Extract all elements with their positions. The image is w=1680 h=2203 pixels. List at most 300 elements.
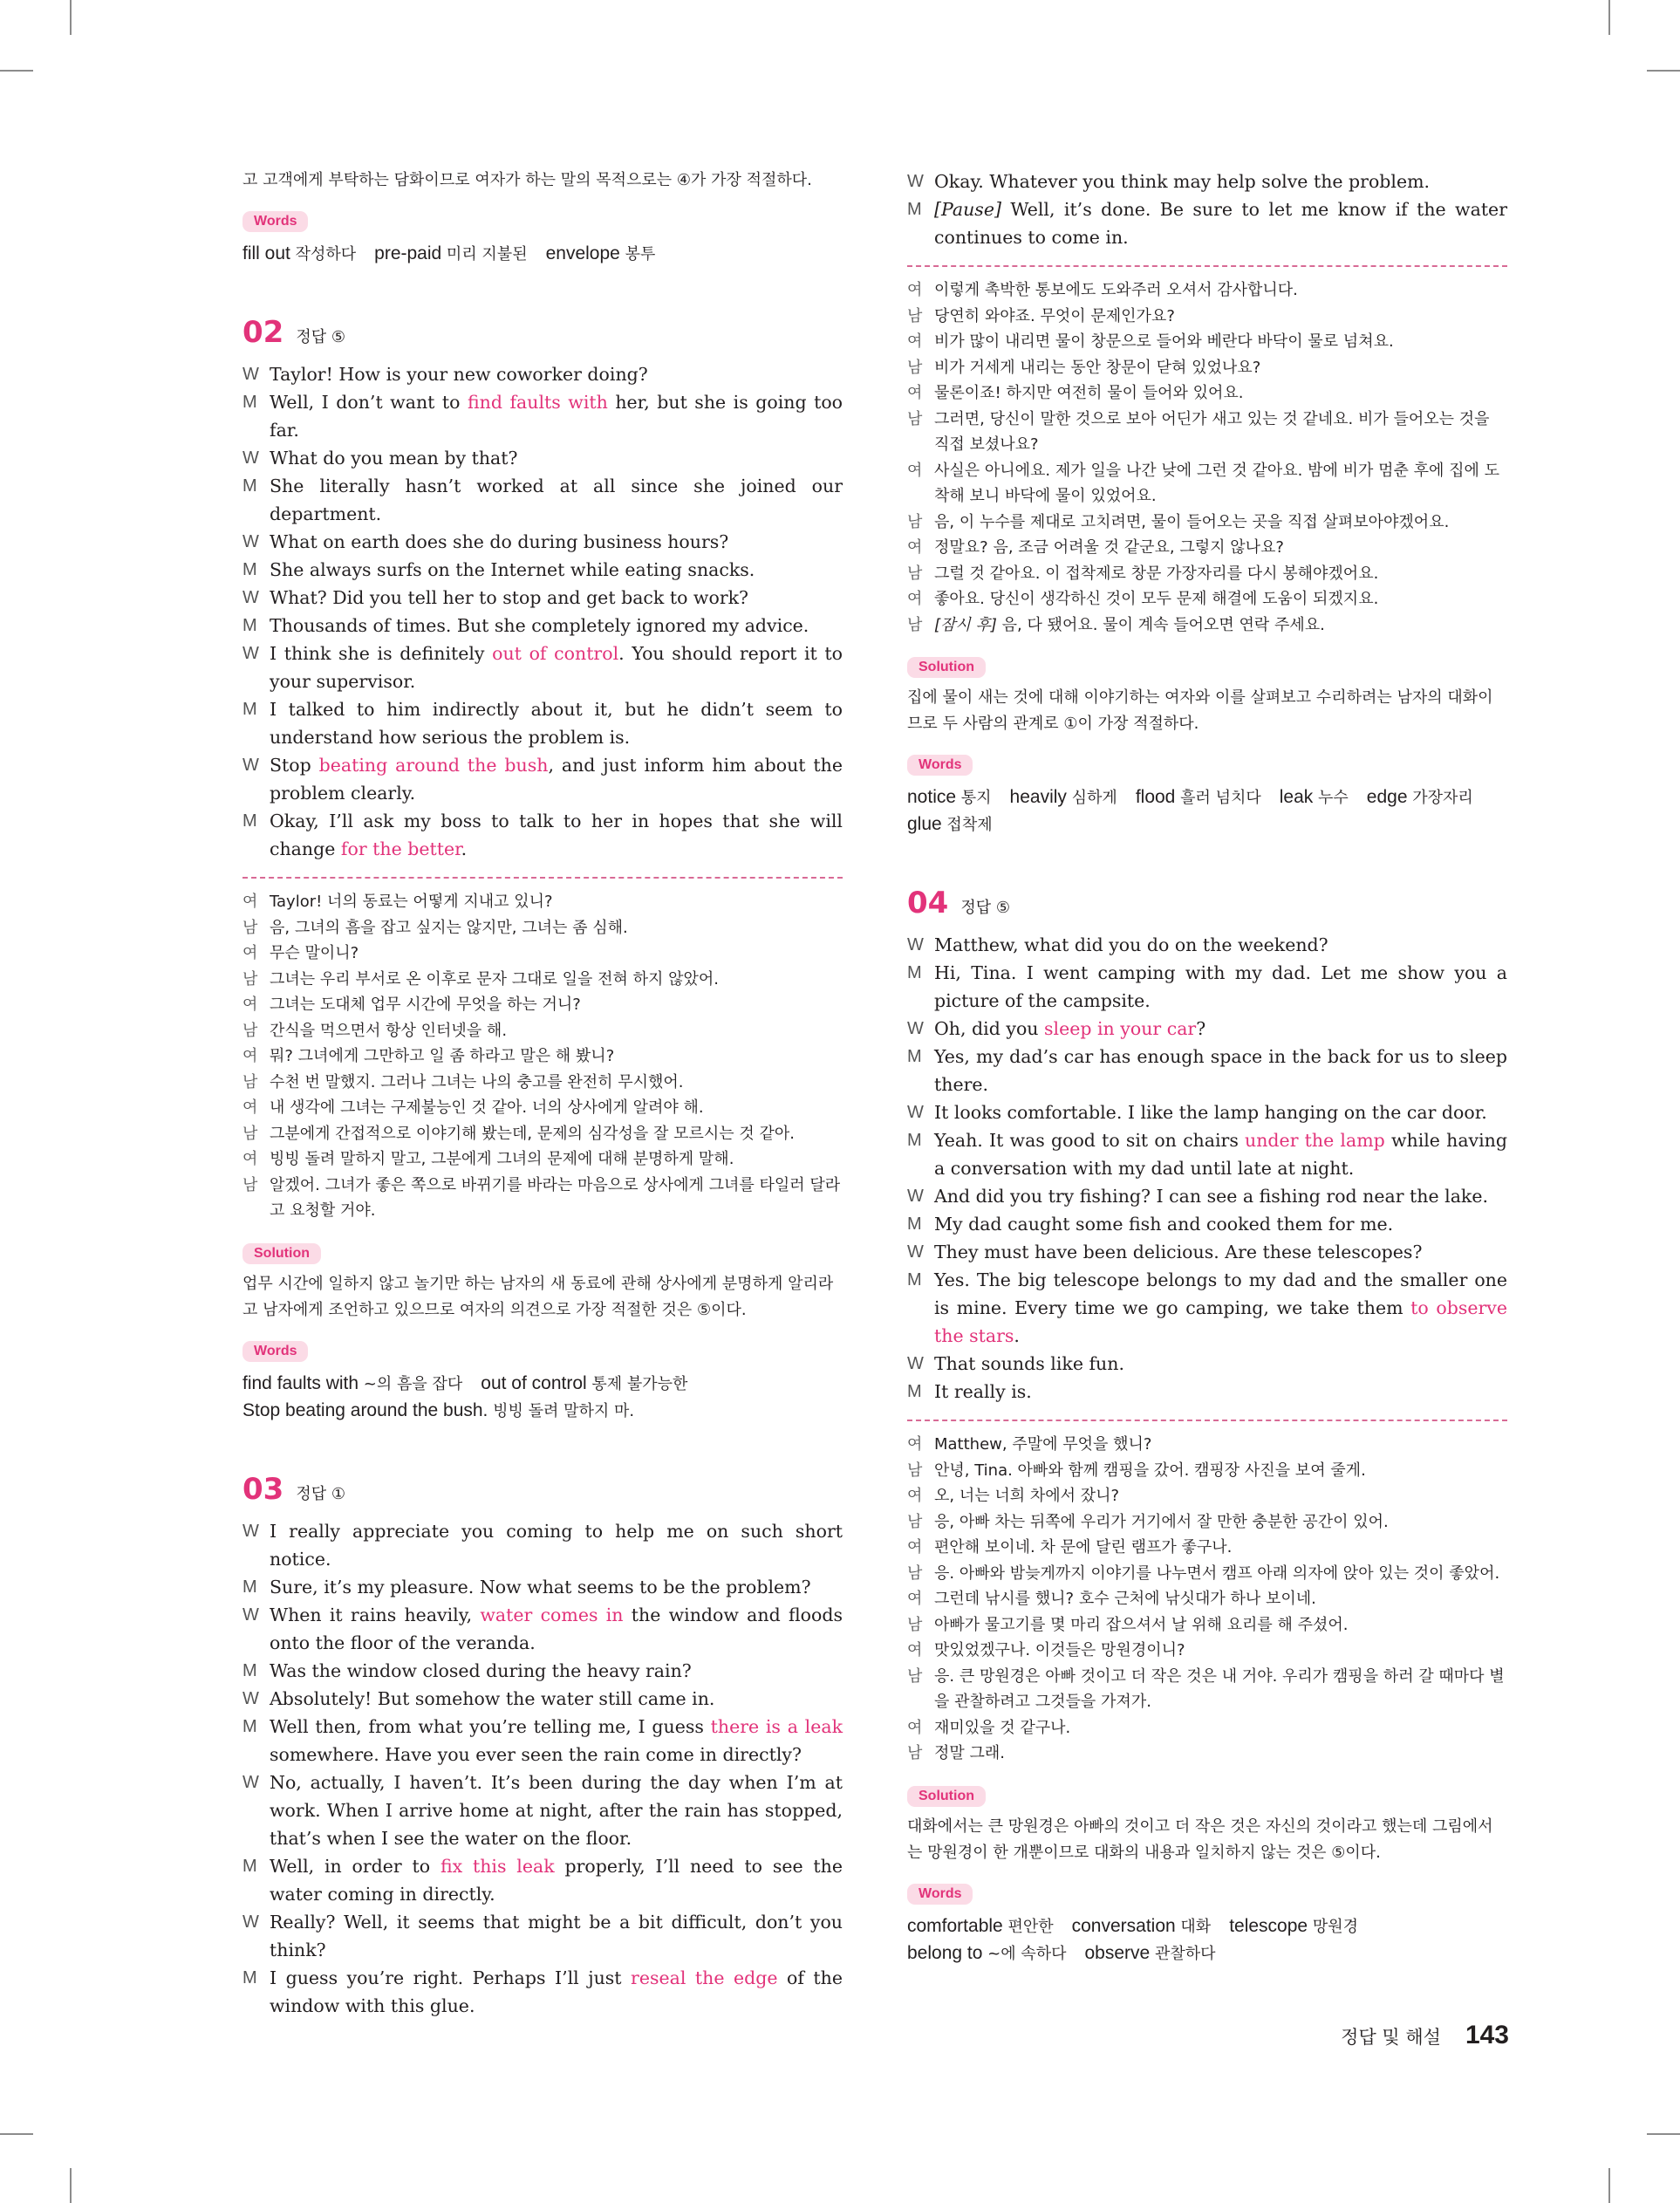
speaker-label: M (242, 616, 257, 635)
dialogue-line (242, 807, 843, 863)
dialogue (907, 931, 1507, 1406)
dialogue-text: What on earth does she do during business hours? (270, 531, 729, 552)
dialogue-text: When it rains heavily, water comes in the window and floods onto the floor of the veranda. (270, 1604, 843, 1653)
q01-explanation: 고 고객에게 부탁하는 담화이므로 여자가 하는 말의 목적으로는 ④가 가장 적절하다. (242, 171, 812, 189)
word-term: belong to (907, 1942, 983, 1963)
speaker-label: 남 (907, 1744, 923, 1762)
translation-line (907, 1715, 1507, 1741)
speaker-label: M (907, 963, 922, 982)
dialogue-text: I think she is definitely out of control. You should report it to your supervisor. (270, 643, 843, 692)
dialogue-text: Really? Well, it seems that might be a bit difficult, don’t you think? (270, 1911, 843, 1960)
word-term: fill out (242, 243, 290, 263)
crop-mark (0, 70, 33, 72)
divider (907, 265, 1507, 267)
left-column (242, 168, 843, 2020)
speaker-label: M (907, 200, 922, 219)
divider (242, 877, 843, 879)
speaker-label: 남 (907, 358, 923, 377)
speaker-label: W (242, 1604, 259, 1625)
speaker-label: W (907, 1019, 924, 1038)
question-number: 03 (242, 1471, 284, 1507)
speaker-label: M (242, 393, 257, 412)
speaker-label: W (242, 644, 259, 663)
speaker-label: 여 (907, 538, 923, 557)
dialogue-text: Was the window closed during the heavy rain? (270, 1659, 692, 1681)
crop-mark (1647, 70, 1680, 72)
translation-text: 오, 너는 너희 차에서 잤니? (934, 1487, 1120, 1505)
speaker-label: M (242, 1856, 257, 1876)
translation-line (907, 1458, 1507, 1484)
translation-text: 정말 그래. (934, 1744, 1005, 1762)
words-row (907, 1940, 1507, 1967)
speaker-label: 여 (907, 1435, 923, 1454)
dialogue-text: It looks comfortable. I like the lamp hanging on the car door. (934, 1102, 1487, 1123)
speaker-label: 남 (907, 564, 923, 583)
speaker-label: 여 (907, 1538, 923, 1556)
dialogue-text: What do you mean by that? (270, 448, 518, 469)
dialogue-line (907, 959, 1507, 1015)
words-row (907, 811, 1507, 838)
speaker-label: M (907, 1131, 922, 1150)
highlight-phrase: there is a leak (710, 1715, 843, 1737)
translation-text: [잠시 후] 음, 다 됐어요. 물이 계속 들어오면 연락 주세요. (934, 615, 1325, 634)
translation-line (907, 458, 1507, 510)
dialogue-line (242, 695, 843, 751)
dialogue-line (907, 1210, 1507, 1238)
translation-line (242, 941, 843, 967)
word-term: Stop beating around the bush. (242, 1399, 488, 1420)
speaker-label: M (242, 1716, 257, 1736)
dialogue (907, 168, 1507, 251)
dialogue-line (907, 1098, 1507, 1126)
speaker-label: 여 (242, 1047, 258, 1065)
word-term: comfortable (907, 1915, 1003, 1936)
speaker-label: W (242, 1772, 259, 1792)
word-meaning: 미리 지불된 (441, 245, 528, 263)
dialogue-line (242, 1964, 843, 2020)
highlight-phrase: to observe the stars (934, 1297, 1507, 1346)
translation-text: 응, 아빠 차는 뒤쪽에 우리가 거기에서 잘 만한 충분한 공간이 있어. (934, 1512, 1389, 1531)
dialogue-line (242, 556, 843, 584)
speaker-label: 여 (907, 281, 923, 299)
speaker-label: 남 (907, 1512, 923, 1531)
highlight-phrase: beating around the bush (318, 755, 549, 776)
translation-text: 물론이죠! 하지만 여전히 물이 들어와 있어요. (934, 384, 1244, 402)
solution-text: 대화에서는 큰 망원경은 아빠의 것이고 더 작은 것은 자신의 것이라고 했는데 그림에서는 망원경이 한 개뿐이므로 대화의 내용과 일치하지 않는 것은 ⑤이다. (907, 1816, 1493, 1862)
word-term: observe (1084, 1942, 1151, 1963)
highlight-phrase: fix this leak (440, 1855, 555, 1877)
translation-text: Taylor! 너의 동료는 어떻게 지내고 있니? (270, 893, 553, 911)
word-meaning: 빙빙 돌려 말하지 마. (488, 1401, 635, 1420)
dialogue (242, 360, 843, 863)
translation (907, 1432, 1507, 1767)
translation-line (242, 1018, 843, 1044)
highlight-phrase: water comes in (480, 1604, 624, 1625)
question-02 (242, 315, 843, 1425)
dialogue-text: Yes. The big telescope belongs to my dad and the smaller one is mine. Every time we go camping, we take them to observe the stars. (934, 1269, 1507, 1346)
word-term: telescope (1229, 1915, 1308, 1936)
question-03 (242, 1472, 843, 2020)
solution-text: 업무 시간에 일하지 않고 놀기만 하는 남자의 새 동료에 관해 상사에게 분명하게 알리라고 남자에게 조언하고 있으므로 여자의 의견으로 가장 적절한 것은 ⑤이다. (242, 1274, 834, 1319)
crop-mark (70, 0, 72, 35)
crop-mark (0, 2133, 33, 2135)
dialogue-line (242, 612, 843, 640)
translation-line (907, 1432, 1507, 1458)
translation-line (242, 992, 843, 1018)
word-term: leak (1279, 787, 1314, 807)
speaker-label: M (907, 1214, 922, 1234)
speaker-label: 남 (907, 1666, 923, 1686)
speaker-label: 여 (242, 1150, 258, 1168)
dialogue-line (242, 751, 843, 807)
words-row (907, 1913, 1507, 1940)
speaker-label: W (907, 935, 924, 954)
speaker-label: M (242, 1967, 257, 1987)
speaker-label: M (242, 476, 257, 496)
translation-line (907, 1509, 1507, 1536)
word-term: conversation (1071, 1915, 1176, 1936)
dialogue-text: Oh, did you sleep in your car? (934, 1018, 1206, 1039)
solution-tag: Solution (907, 1786, 986, 1807)
speaker-label: 여 (242, 1098, 258, 1117)
dialogue-text: Taylor! How is your new coworker doing? (270, 364, 648, 385)
words-list (907, 784, 1507, 838)
divider (907, 1420, 1507, 1421)
speaker-label: W (907, 172, 924, 191)
translation-line (907, 1638, 1507, 1664)
speaker-label: 여 (907, 1590, 923, 1608)
answer-label: 정답 ① (296, 1484, 345, 1503)
speaker-label: M (242, 560, 257, 579)
translation-line (907, 1741, 1507, 1767)
dialogue-text: Matthew, what did you do on the weekend? (934, 934, 1328, 955)
word-meaning: 대화 (1175, 1917, 1212, 1936)
speaker-label: M (242, 811, 257, 831)
dialogue-line (242, 1573, 843, 1601)
solution-tag: Solution (907, 657, 986, 678)
speaker-label: W (242, 1688, 259, 1708)
words-list (907, 1913, 1507, 1967)
dialogue-line (242, 584, 843, 612)
dialogue-line (242, 388, 843, 444)
dialogue-text: Absolutely! But somehow the water still came in. (270, 1687, 715, 1709)
translation-line (907, 380, 1507, 407)
dialogue-text: And did you try fishing? I can see a fishing rod near the lake. (934, 1186, 1488, 1207)
dialogue-text: I talked to him indirectly about it, but he didn’t seem to understand how serious the problem is. (270, 699, 843, 748)
answer-label: 정답 ⑤ (960, 899, 1010, 917)
highlight-phrase: under the lamp (1245, 1130, 1385, 1151)
dialogue-line (907, 1266, 1507, 1350)
highlight-phrase: sleep in your car (1044, 1018, 1197, 1039)
translation-line (907, 355, 1507, 381)
word-meaning: 누수 (1313, 789, 1349, 807)
translation-line (907, 535, 1507, 561)
words-tag: Words (242, 1341, 308, 1362)
answer-label: 정답 ⑤ (296, 328, 345, 346)
translation-text: 안녕, Tina. 아빠와 함께 캠핑을 갔어. 캠핑장 사진을 보여 줄게. (934, 1461, 1366, 1480)
dialogue-text: I really appreciate you coming to help me on such short notice. (270, 1520, 843, 1570)
translation-line (242, 889, 843, 915)
translation-line (907, 407, 1507, 458)
translation-text: 그녀는 도대체 업무 시간에 무엇을 하는 거니? (270, 995, 581, 1014)
speaker-label: 여 (907, 590, 923, 608)
translation-line (907, 1664, 1507, 1715)
dialogue-line (907, 168, 1507, 195)
dialogue-text: They must have been delicious. Are these telescopes? (934, 1242, 1423, 1262)
dialogue-line (242, 1852, 843, 1908)
translation-text: 뭐? 그녀에게 그만하고 일 좀 하라고 말은 해 봤니? (270, 1047, 615, 1065)
translation-line (242, 1070, 843, 1096)
dialogue-line (907, 1350, 1507, 1378)
translation-text: 좋아요. 당신이 생각하신 것이 모두 문제 해결에 도움이 되겠지요. (934, 590, 1379, 608)
word-meaning: 작성하다 (290, 245, 357, 263)
dialogue-text: Yeah. It was good to sit on chairs under the lamp while having a conversation with my dad until late at night. (934, 1130, 1508, 1179)
translation-text: 알겠어. 그녀가 좋은 쪽으로 바뀌기를 바라는 마음으로 상사에게 그녀를 타일러 달라고 요청할 거야. (270, 1175, 841, 1220)
dialogue-line (242, 1657, 843, 1685)
translation-text: 수천 번 말했지. 그러나 그녀는 나의 충고를 완전히 무시했어. (270, 1072, 684, 1091)
speaker-label: 여 (907, 1641, 923, 1659)
speaker-label: 남 (242, 969, 258, 989)
translation-text: 아빠가 물고기를 몇 마리 잡으셔서 날 위해 요리를 해 주셨어. (934, 1615, 1349, 1634)
word-meaning: ~의 흠을 잡다 (359, 1374, 463, 1393)
dialogue-line (907, 1015, 1507, 1043)
speaker-label: W (242, 532, 259, 551)
crop-mark (1608, 2168, 1610, 2203)
translation-line (907, 510, 1507, 536)
speaker-label: W (242, 1912, 259, 1932)
translation-text: 그러면, 당신이 말한 것으로 보아 어딘가 새고 있는 것 같네요. 비가 들어오는 것을 직접 보셨나요? (934, 409, 1490, 454)
dialogue-line (242, 1685, 843, 1713)
highlight-phrase: find faults with (467, 392, 608, 413)
speaker-label: 남 (907, 1563, 923, 1583)
dialogue-line (242, 1769, 843, 1852)
translation-line (907, 1612, 1507, 1639)
speaker-label: W (907, 1103, 924, 1122)
translation-line (907, 304, 1507, 330)
speaker-label: 여 (907, 332, 923, 351)
speaker-label: W (242, 1521, 259, 1541)
dialogue-text: Well then, from what you’re telling me, I guess there is a leak somewhere. Have you ever seen the rain come in directly? (270, 1715, 843, 1765)
speaker-label: 여 (907, 384, 923, 402)
speaker-label: 여 (907, 461, 923, 480)
translation (907, 277, 1507, 638)
words-row (242, 1371, 843, 1398)
word-term: find faults with (242, 1372, 359, 1393)
translation-text: 비가 거세게 내리는 동안 창문이 닫혀 있었나요? (934, 358, 1261, 377)
translation-line (907, 561, 1507, 587)
translation-text: 응. 큰 망원경은 아빠 것이고 더 작은 것은 내 거야. 우리가 캠핑을 하러 갈 때마다 별을 관찰하려고 그것들을 가져가. (934, 1666, 1505, 1711)
translation-line (907, 277, 1507, 304)
dialogue-text: Hi, Tina. I went camping with my dad. Let me show you a picture of the campsite. (934, 962, 1507, 1011)
speaker-label: W (242, 448, 259, 468)
words-tag: Words (907, 755, 973, 776)
translation-line (907, 1483, 1507, 1509)
word-term: glue (907, 814, 942, 834)
dialogue-line (907, 195, 1507, 251)
speaker-label: 남 (242, 1021, 258, 1040)
speaker-label: W (907, 1187, 924, 1206)
translation-line (242, 1095, 843, 1121)
speaker-label: 남 (907, 1461, 923, 1480)
dialogue-line (242, 528, 843, 556)
word-meaning: 망원경 (1308, 1917, 1358, 1936)
translation-text: 빙빙 돌려 말하지 말고, 그분에게 그녀의 문제에 대해 분명하게 말해. (270, 1150, 734, 1168)
speaker-label: 여 (242, 893, 258, 911)
dialogue-line (242, 1601, 843, 1657)
translation-text: Matthew, 주말에 무엇을 했니? (934, 1435, 1152, 1454)
dialogue-text: I guess you’re right. Perhaps I’ll just reseal the edge of the window with this glue. (270, 1967, 843, 2016)
question-03-continued (907, 168, 1507, 838)
dialogue-text: She always surfs on the Internet while eating snacks. (270, 559, 755, 580)
word-term: pre-paid (374, 243, 442, 263)
word-meaning: 관찰하다 (1150, 1944, 1216, 1963)
dialogue-text: Well, in order to fix this leak properly, I’ll need to see the water coming in directly. (270, 1855, 843, 1905)
translation-line (242, 1043, 843, 1070)
dialogue-line (242, 1713, 843, 1769)
translation-line (907, 1535, 1507, 1561)
words-row (907, 784, 1507, 811)
page-number: 143 (1465, 2021, 1509, 2049)
translation-line (242, 1121, 843, 1147)
dialogue-line (907, 1126, 1507, 1182)
dialogue-line (242, 1517, 843, 1573)
speaker-label: 남 (907, 512, 923, 531)
speaker-label: W (242, 588, 259, 607)
question-number: 02 (242, 315, 284, 350)
dialogue-line (907, 1378, 1507, 1406)
dialogue-line (242, 472, 843, 528)
translation-text: 비가 많이 내리면 물이 창문으로 들어와 베란다 바닥이 물로 넘쳐요. (934, 332, 1394, 351)
translation (242, 889, 843, 1224)
word-meaning: 봉투 (619, 245, 656, 263)
translation-text: 그녀는 우리 부서로 온 이후로 문자 그대로 일을 전혀 하지 않았어. (270, 969, 720, 989)
solution-tag: Solution (242, 1243, 321, 1264)
dialogue-text: Sure, it’s my pleasure. Now what seems to be the problem? (270, 1576, 811, 1598)
word-term: notice (907, 787, 957, 807)
crop-mark (1647, 2133, 1680, 2135)
translation-text: 이렇게 촉박한 통보에도 도와주러 오셔서 감사합니다. (934, 281, 1298, 299)
speaker-label: M (907, 1047, 922, 1066)
dialogue-line (907, 1238, 1507, 1266)
translation-text: 당연히 와야죠. 무엇이 문제인가요? (934, 306, 1175, 325)
dialogue-text: Yes, my dad’s car has enough space in the back for us to sleep there. (934, 1046, 1507, 1095)
highlight-phrase: out of control (492, 643, 619, 664)
translation-line (242, 915, 843, 941)
words-row (242, 241, 843, 268)
words-tag: Words (907, 1884, 973, 1905)
crop-mark (1608, 0, 1610, 35)
speaker-label: M (907, 1382, 922, 1401)
word-meaning: 접착제 (941, 816, 993, 834)
translation-line (242, 1173, 843, 1224)
speaker-label: 남 (242, 1175, 258, 1194)
word-meaning: 통제 불가능한 (586, 1374, 688, 1393)
dialogue-text: Well, I don’t want to find faults with her, but she is going too far. (270, 392, 843, 441)
speaker-label: 여 (242, 995, 258, 1014)
translation-text: 그럴 것 같아요. 이 접착제로 창문 가장자리를 다시 봉해야겠어요. (934, 564, 1379, 583)
speaker-label: 남 (242, 1124, 258, 1143)
word-meaning: 편안한 (1002, 1917, 1054, 1936)
question-number: 04 (907, 886, 949, 920)
word-term: edge (1366, 787, 1408, 807)
speaker-label: 남 (907, 1615, 923, 1634)
translation-line (907, 586, 1507, 612)
words-list (242, 1371, 843, 1425)
words-row (242, 1398, 843, 1425)
translation-text: 재미있을 것 같구나. (934, 1718, 1071, 1737)
translation-line (242, 1146, 843, 1173)
speaker-label: W (242, 365, 259, 384)
dialogue-line (907, 1043, 1507, 1098)
translation-text: 사실은 아니에요. 제가 일을 나간 낮에 그런 것 같아요. 밤에 비가 멈춘 후에 집에 도착해 보니 바닥에 물이 있었어요. (934, 461, 1499, 505)
crop-mark (70, 2168, 72, 2203)
footer-label: 정답 및 해설 (1341, 2027, 1441, 2048)
word-meaning: 통지 (956, 789, 992, 807)
highlight-phrase: reseal the edge (631, 1967, 778, 1988)
word-term: heavily (1009, 787, 1067, 807)
dialogue-text: No, actually, I haven’t. It’s been during the day when I’m at work. When I arrive home at night, after the rain has stopped, that’s when I see the water on the floor. (270, 1771, 843, 1849)
translation-line (907, 612, 1507, 639)
speaker-label: M (242, 1660, 257, 1680)
translation-line (907, 1561, 1507, 1587)
speaker-label: W (907, 1242, 924, 1262)
speaker-label: 남 (907, 409, 923, 428)
translation-text: 그런데 낚시를 했니? 호수 근처에 낚싯대가 하나 보이네. (934, 1590, 1316, 1608)
dialogue (242, 1517, 843, 2020)
dialogue-line (242, 640, 843, 695)
speaker-label: W (907, 1354, 924, 1373)
translation-line (907, 1586, 1507, 1612)
translation-text: 그분에게 간접적으로 이야기해 봤는데, 문제의 심각성을 잘 모르시는 것 같아. (270, 1124, 795, 1143)
stage-direction: [잠시 후] (934, 615, 997, 634)
words-list (242, 241, 843, 268)
dialogue-line (242, 1908, 843, 1964)
word-meaning: ~에 속하다 (982, 1944, 1067, 1963)
dialogue-text: What? Did you tell her to stop and get back to work? (270, 587, 749, 608)
speaker-label: 여 (907, 1718, 923, 1737)
dialogue-text: She literally hasn’t worked at all since she joined our department. (270, 475, 843, 524)
speaker-label: 여 (907, 1487, 923, 1505)
word-term: out of control (481, 1372, 587, 1393)
speaker-label: W (242, 756, 259, 775)
question-04 (907, 886, 1507, 1967)
translation-text: 정말요? 음, 조금 어려울 것 같군요, 그렇지 않나요? (934, 538, 1284, 557)
stage-direction: [Pause] (934, 199, 1001, 220)
page-footer (1341, 2021, 1509, 2050)
word-meaning: 흘러 넘치다 (1175, 789, 1261, 807)
speaker-label: 남 (907, 306, 923, 325)
word-meaning: 가장자리 (1407, 789, 1473, 807)
translation-text: 무슨 말이니? (270, 944, 359, 962)
speaker-label: 남 (907, 615, 923, 634)
speaker-label: M (907, 1270, 922, 1290)
translation-text: 맛있었겠구나. 이것들은 망원경이니? (934, 1641, 1185, 1659)
dialogue-line (242, 360, 843, 388)
translation-text: 간식을 먹으면서 항상 인터넷을 해. (270, 1021, 508, 1040)
speaker-label: 남 (242, 1072, 258, 1091)
word-term: envelope (545, 243, 620, 263)
translation-text: 내 생각에 그녀는 구제불능인 것 같아. 너의 상사에게 알려야 해. (270, 1098, 704, 1117)
dialogue-text: That sounds like fun. (934, 1353, 1124, 1374)
translation-line (907, 329, 1507, 355)
dialogue-text: It really is. (934, 1381, 1032, 1402)
dialogue-line (907, 1182, 1507, 1210)
speaker-label: 남 (242, 918, 258, 937)
translation-text: 편안해 보이네. 차 문에 달린 램프가 좋구나. (934, 1538, 1233, 1556)
dialogue-line (907, 931, 1507, 959)
speaker-label: M (242, 700, 257, 719)
word-meaning: 심하게 (1066, 789, 1117, 807)
